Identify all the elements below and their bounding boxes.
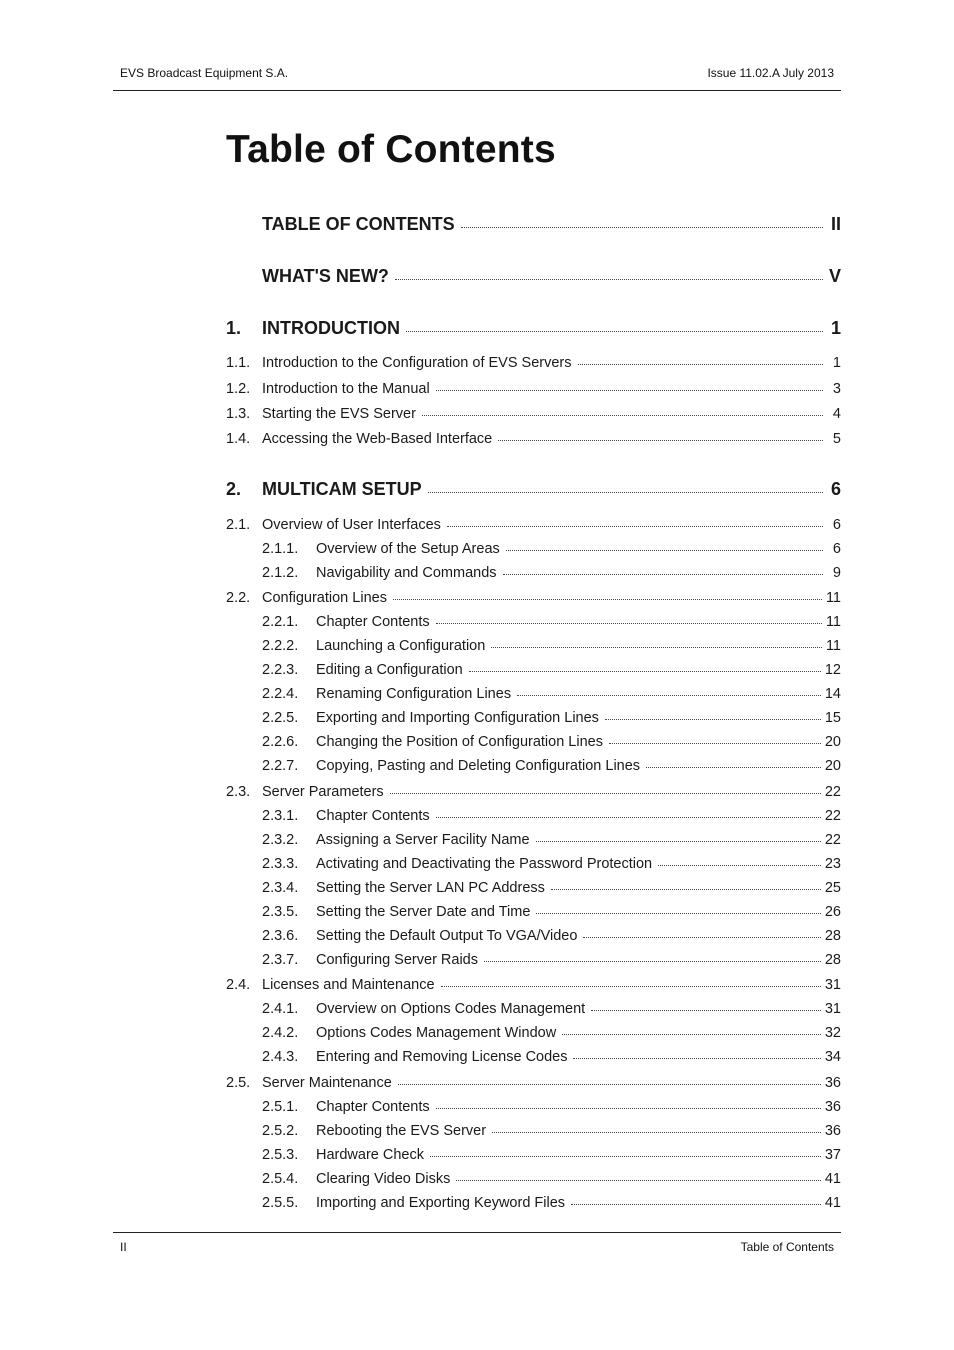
toc-entry[interactable] (226, 1001, 841, 1017)
toc-entry-number: 2.3.4. (262, 880, 299, 896)
toc-entry-page: 20 (824, 758, 841, 774)
toc-entry-title: Setting the Server Date and Time (316, 904, 531, 920)
toc-entry[interactable] (226, 541, 841, 557)
toc-entry-title: Exporting and Importing Configuration Lines (316, 710, 599, 726)
toc-entry-number: 2.3.6. (262, 928, 299, 944)
page-title: Table of Contents (226, 128, 556, 171)
toc-entry-number: 2.2.5. (262, 710, 299, 726)
toc-dot-leader (395, 279, 823, 280)
toc-dot-leader (461, 227, 823, 228)
toc-entry-page: 36 (824, 1075, 841, 1091)
page-footer (113, 1232, 841, 1254)
toc-entry[interactable] (226, 479, 841, 500)
toc-entry[interactable] (226, 406, 841, 422)
toc-entry-page: 41 (824, 1171, 841, 1187)
toc-dot-leader (506, 550, 823, 551)
toc-entry-title: Copying, Pasting and Deleting Configuration Lines (316, 758, 641, 774)
toc-dot-leader (605, 719, 821, 720)
toc-entry[interactable] (226, 1171, 841, 1187)
toc-entry-page: 26 (824, 904, 841, 920)
toc-entry-title: Clearing Video Disks (316, 1171, 451, 1187)
toc-entry-page: V (828, 266, 841, 286)
toc-entry-page: 28 (824, 952, 841, 968)
toc-dot-leader (406, 331, 823, 332)
toc-entry-number: 2.5.2. (262, 1123, 299, 1139)
toc-entry-page: 14 (824, 686, 841, 702)
toc-entry[interactable] (226, 928, 841, 944)
toc-entry-page: 36 (824, 1123, 841, 1139)
toc-entry-title: Server Parameters (262, 784, 384, 800)
toc-entry-title: Assigning a Server Facility Name (316, 832, 530, 848)
toc-entry-number: 2.2.1. (262, 614, 299, 630)
toc-entry-page: 34 (824, 1049, 841, 1065)
toc-dot-leader (609, 743, 821, 744)
toc-entry-page: 25 (824, 880, 841, 896)
toc-entry-title: Starting the EVS Server (262, 406, 416, 422)
toc-entry-title: Overview on Options Codes Management (316, 1001, 586, 1017)
toc-entry-number: 2.5.3. (262, 1147, 299, 1163)
toc-dot-leader (658, 865, 821, 866)
toc-entry-title: Introduction to the Manual (262, 381, 430, 397)
toc-entry-page: 41 (824, 1195, 841, 1211)
toc-entry-page: 11 (825, 614, 841, 630)
toc-entry-page: 4 (832, 406, 841, 422)
toc-entry-number: 2.1.2. (262, 565, 299, 581)
toc-entry-number: 2.2.6. (262, 734, 299, 750)
toc-entry-number: 2.1.1. (262, 541, 299, 557)
toc-entry-title: Chapter Contents (316, 614, 430, 630)
toc-dot-leader (436, 623, 822, 624)
toc-dot-leader (390, 793, 821, 794)
toc-entry-page: II (830, 214, 841, 234)
toc-entry[interactable] (226, 1123, 841, 1139)
toc-entry-number: 2.4.3. (262, 1049, 299, 1065)
toc-entry-number: 2.2.3. (262, 662, 299, 678)
toc-dot-leader (422, 415, 823, 416)
toc-entry-title: Options Codes Management Window (316, 1025, 557, 1041)
toc-entry-page: 5 (832, 431, 841, 447)
toc-entry-title: Licenses and Maintenance (262, 977, 435, 993)
toc-dot-leader (398, 1084, 821, 1085)
toc-entry-title: Activating and Deactivating the Password Protection (316, 856, 653, 872)
toc-entry-page: 11 (825, 590, 841, 606)
toc-dot-leader (436, 817, 821, 818)
toc-dot-leader (447, 526, 823, 527)
toc-entry[interactable] (226, 734, 841, 750)
toc-entry-title: WHAT'S NEW? (262, 266, 389, 286)
toc-dot-leader (646, 767, 821, 768)
toc-entry-title: Chapter Contents (316, 808, 430, 824)
header-company: EVS Broadcast Equipment S.A. (120, 66, 289, 80)
toc-entry-number: 2.5.1. (262, 1099, 299, 1115)
toc-entry-page: 6 (832, 517, 841, 533)
toc-dot-leader (551, 889, 821, 890)
toc-entry[interactable] (226, 1025, 841, 1041)
toc-dot-leader (583, 937, 820, 938)
toc-entry[interactable] (226, 355, 841, 371)
toc-dot-leader (456, 1180, 821, 1181)
toc-entry-number: 2.5.4. (262, 1171, 299, 1187)
toc-entry-number: 2.2.2. (262, 638, 299, 654)
toc-entry-page: 1 (832, 355, 841, 371)
toc-entry-number: 2.2.4. (262, 686, 299, 702)
toc-dot-leader (571, 1204, 821, 1205)
toc-entry-number: 2.4.2. (262, 1025, 299, 1041)
toc-entry-title: Overview of the Setup Areas (316, 541, 500, 557)
toc-dot-leader (492, 1132, 821, 1133)
toc-entry-number: 2.3.5. (262, 904, 299, 920)
toc-entry-number: 2.3.7. (262, 952, 299, 968)
toc-entry-title: Launching a Configuration (316, 638, 486, 654)
toc-entry[interactable] (226, 880, 841, 896)
toc-entry[interactable] (226, 856, 841, 872)
toc-entry[interactable] (226, 381, 841, 397)
toc-entry-page: 6 (832, 541, 841, 557)
toc-entry-title: Accessing the Web-Based Interface (262, 431, 493, 447)
toc-entry-number: 2.3.1. (262, 808, 299, 824)
toc-entry-number: 2.5. (226, 1075, 251, 1091)
toc-entry-title: Server Maintenance (262, 1075, 392, 1091)
toc-dot-leader (591, 1010, 821, 1011)
toc-entry-number: 1.1. (226, 355, 251, 371)
toc-dot-leader (503, 574, 823, 575)
toc-entry-page: 36 (824, 1099, 841, 1115)
toc-entry-title: Hardware Check (316, 1147, 424, 1163)
toc-entry[interactable] (226, 638, 841, 654)
toc-entry[interactable] (226, 431, 841, 447)
toc-entry-page: 22 (824, 832, 841, 848)
toc-entry-page: 6 (830, 479, 841, 499)
toc-entry[interactable] (226, 808, 841, 824)
toc-entry-title: Setting the Default Output To VGA/Video (316, 928, 578, 944)
toc-entry-title: Introduction to the Configuration of EVS Servers (262, 355, 572, 371)
toc-entry[interactable] (226, 904, 841, 920)
toc-dot-leader (536, 841, 821, 842)
toc-dot-leader (428, 492, 823, 493)
footer-section: Table of Contents (740, 1240, 834, 1254)
toc-entry-page: 20 (824, 734, 841, 750)
toc-entry-number: 2.2. (226, 590, 251, 606)
toc-entry-title: INTRODUCTION (262, 318, 400, 338)
toc-entry-title: TABLE OF CONTENTS (262, 214, 455, 234)
toc-entry-page: 12 (824, 662, 841, 678)
toc-dot-leader (578, 364, 823, 365)
toc-entry-page: 32 (824, 1025, 841, 1041)
toc-entry-page: 28 (824, 928, 841, 944)
toc-entry[interactable] (226, 662, 841, 678)
page-header (113, 66, 841, 91)
toc-entry-title: Rebooting the EVS Server (316, 1123, 487, 1139)
toc-entry[interactable] (226, 1099, 841, 1115)
toc-entry[interactable] (226, 1075, 841, 1091)
toc-entry-page: 22 (824, 808, 841, 824)
toc-entry[interactable] (226, 832, 841, 848)
toc-entry-title: Renaming Configuration Lines (316, 686, 512, 702)
toc-dot-leader (436, 1108, 821, 1109)
toc-entry-title: Navigability and Commands (316, 565, 497, 581)
toc-entry-title: Chapter Contents (316, 1099, 430, 1115)
toc-entry-page: 9 (832, 565, 841, 581)
toc-entry[interactable] (226, 784, 841, 800)
toc-entry-title: Configuration Lines (262, 590, 387, 606)
toc-entry-number: 2.4. (226, 977, 251, 993)
toc-dot-leader (562, 1034, 821, 1035)
toc-dot-leader (517, 695, 821, 696)
footer-page-number: II (120, 1240, 127, 1254)
toc-dot-leader (436, 390, 823, 391)
toc-dot-leader (491, 647, 822, 648)
toc-entry-title: Editing a Configuration (316, 662, 463, 678)
toc-entry-number: 2.2.7. (262, 758, 299, 774)
toc-entry-page: 31 (824, 977, 841, 993)
toc-entry-title: Configuring Server Raids (316, 952, 478, 968)
toc-entry[interactable] (226, 1195, 841, 1211)
toc-entry[interactable] (226, 952, 841, 968)
toc-entry[interactable] (226, 686, 841, 702)
toc-entry-page: 37 (824, 1147, 841, 1163)
toc-entry[interactable] (226, 614, 841, 630)
toc-entry-page: 31 (824, 1001, 841, 1017)
toc-entry[interactable] (226, 710, 841, 726)
toc-entry-title: Importing and Exporting Keyword Files (316, 1195, 566, 1211)
toc-entry-number: 1. (226, 318, 242, 338)
toc-dot-leader (573, 1058, 820, 1059)
toc-entry-page: 22 (824, 784, 841, 800)
toc-entry[interactable] (226, 318, 841, 339)
toc-dot-leader (536, 913, 820, 914)
toc-dot-leader (469, 671, 821, 672)
toc-dot-leader (484, 961, 821, 962)
toc-entry[interactable] (226, 565, 841, 581)
toc-entry-title: MULTICAM SETUP (262, 479, 422, 499)
toc-entry-number: 1.3. (226, 406, 251, 422)
toc-entry-number: 2.3. (226, 784, 251, 800)
toc-entry-number: 2.3.2. (262, 832, 299, 848)
toc-entry[interactable] (226, 977, 841, 993)
toc-entry-title: Overview of User Interfaces (262, 517, 441, 533)
toc-entry-number: 2.5.5. (262, 1195, 299, 1211)
toc-entry[interactable] (226, 1049, 841, 1065)
toc-entry-page: 15 (824, 710, 841, 726)
toc-entry[interactable] (226, 266, 841, 287)
toc-entry-number: 1.4. (226, 431, 251, 447)
toc-entry-title: Setting the Server LAN PC Address (316, 880, 545, 896)
toc-entry[interactable] (226, 517, 841, 533)
header-issue: Issue 11.02.A July 2013 (707, 66, 834, 80)
toc-dot-leader (393, 599, 822, 600)
toc-entry-number: 2.1. (226, 517, 251, 533)
toc-entry-page: 1 (830, 318, 841, 338)
toc-entry-page: 23 (824, 856, 841, 872)
toc-dot-leader (441, 986, 821, 987)
toc-entry[interactable] (226, 758, 841, 774)
toc-entry[interactable] (226, 214, 841, 235)
toc-entry-title: Entering and Removing License Codes (316, 1049, 568, 1065)
toc-entry[interactable] (226, 590, 841, 606)
toc-dot-leader (498, 440, 823, 441)
toc-entry-page: 11 (825, 638, 841, 654)
toc-entry-number: 2. (226, 479, 242, 499)
toc-entry-number: 2.4.1. (262, 1001, 299, 1017)
toc-entry-number: 2.3.3. (262, 856, 299, 872)
toc-entry-title: Changing the Position of Configuration Lines (316, 734, 603, 750)
toc-entry[interactable] (226, 1147, 841, 1163)
toc-entry-number: 1.2. (226, 381, 251, 397)
toc-entry-page: 3 (832, 381, 841, 397)
toc-dot-leader (430, 1156, 821, 1157)
